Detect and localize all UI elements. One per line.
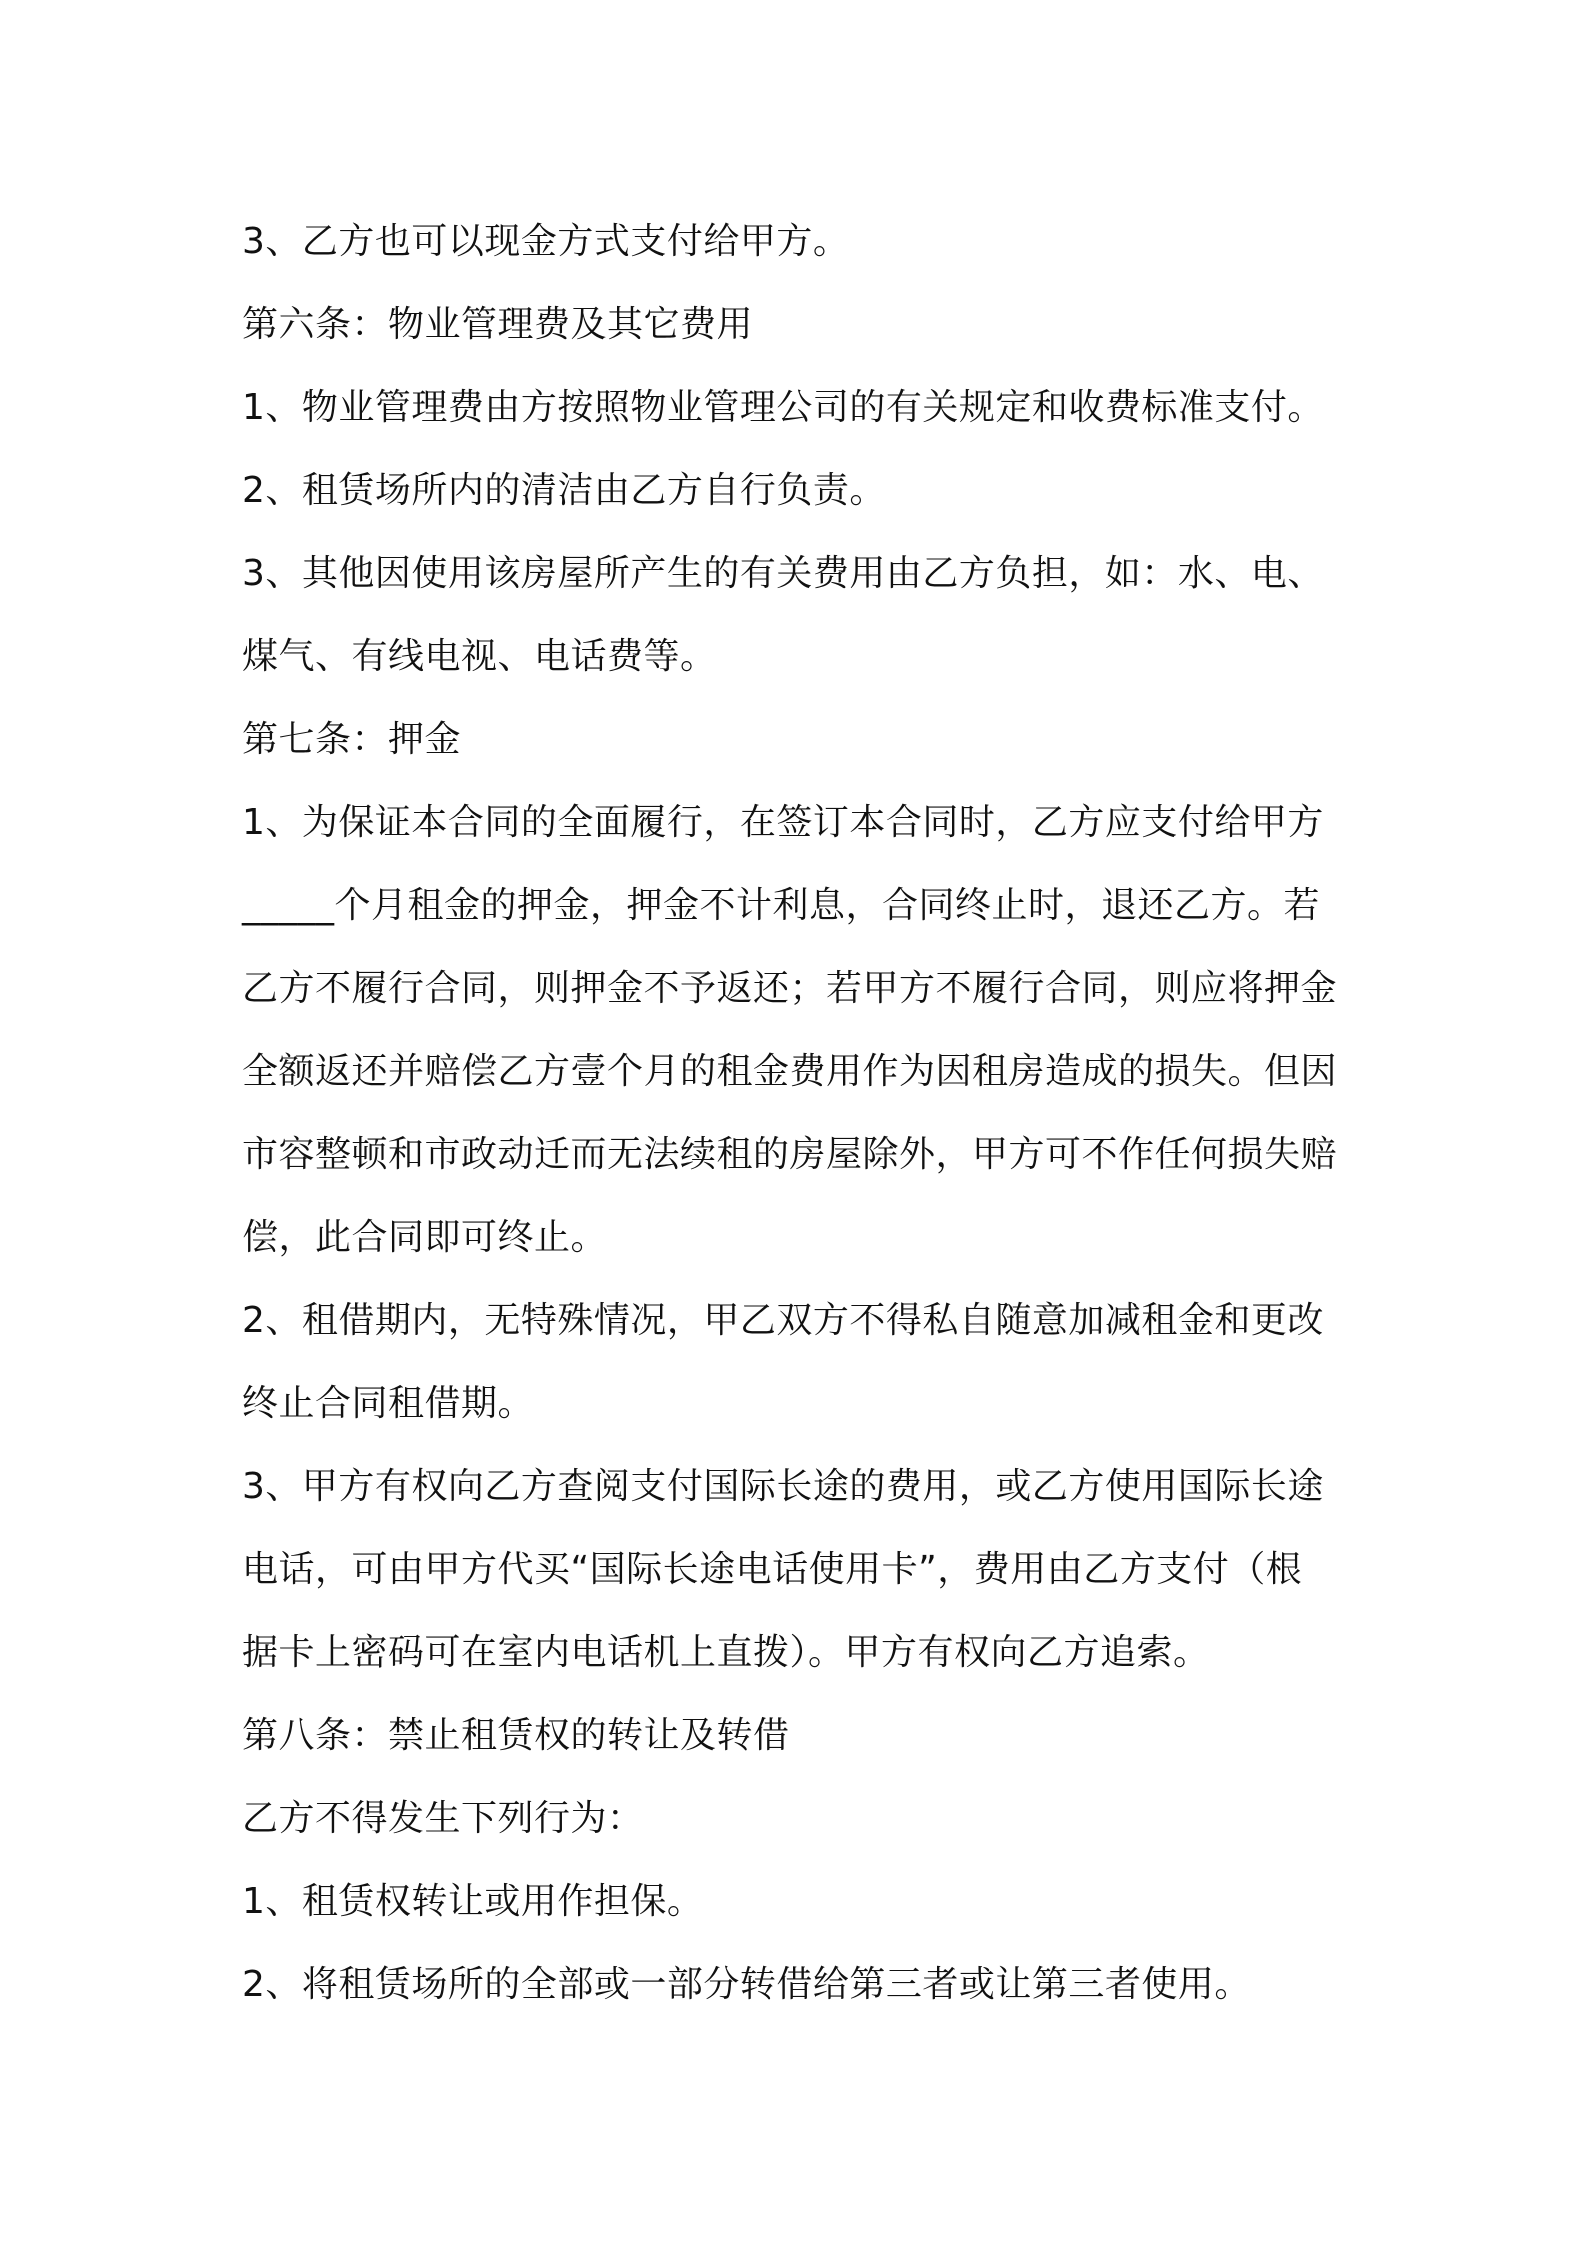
article-6-heading: 第六条：物业管理费及其它费用 (242, 304, 754, 345)
clause-7-item-1-line-2: _____个月租金的押金，押金不计利息，合同终止时，退还乙方。若 (242, 885, 1321, 926)
clause-8-item-1: 1、租赁权转让或用作担保。 (242, 1881, 704, 1922)
clause-8-item-2: 2、将租赁场所的全部或一部分转借给第三者或让第三者使用。 (242, 1964, 1251, 2005)
clause-6-item-1: 1、物业管理费由方按照物业管理公司的有关规定和收费标准支付。 (242, 387, 1324, 428)
clause-6-item-3-line-2: 煤气、有线电视、电话费等。 (242, 636, 717, 677)
clause-7-item-3-line-2: 电话，可由甲方代买“国际长途电话使用卡”，费用由乙方支付（根 (242, 1549, 1303, 1590)
clause-7-item-3-line-1: 3、甲方有权向乙方查阅支付国际长途的费用，或乙方使用国际长途 (242, 1466, 1324, 1507)
clause-5-item-3: 3、乙方也可以现金方式支付给甲方。 (242, 221, 850, 262)
clause-6-item-3-line-1: 3、其他因使用该房屋所产生的有关费用由乙方负担，如：水、电、 (242, 553, 1324, 594)
article-8-heading: 第八条：禁止租赁权的转让及转借 (242, 1715, 790, 1756)
article-7-heading: 第七条：押金 (242, 719, 462, 760)
clause-7-item-1-line-4: 全额返还并赔偿乙方壹个月的租金费用作为因租房造成的损失。但因 (242, 1051, 1338, 1092)
clause-7-item-1-line-5: 市容整顿和市政动迁而无法续租的房屋除外，甲方可不作任何损失赔 (242, 1134, 1338, 1175)
clause-6-item-2: 2、租赁场所内的清洁由乙方自行负责。 (242, 470, 886, 511)
clause-7-item-2-line-1: 2、租借期内，无特殊情况，甲乙双方不得私自随意加减租金和更改 (242, 1300, 1324, 1341)
clause-7-item-1-line-1: 1、为保证本合同的全面履行，在签订本合同时，乙方应支付给甲方 (242, 802, 1324, 843)
article-8-intro: 乙方不得发生下列行为： (242, 1798, 644, 1839)
clause-7-item-3-line-3: 据卡上密码可在室内电话机上直拨）。甲方有权向乙方追索。 (242, 1632, 1210, 1673)
clause-7-item-2-line-2: 终止合同租借期。 (242, 1383, 535, 1424)
clause-7-item-1-line-6: 偿，此合同即可终止。 (242, 1217, 608, 1258)
document-body (242, 200, 1362, 2026)
clause-7-item-1-line-3: 乙方不履行合同，则押金不予返还；若甲方不履行合同，则应将押金 (242, 968, 1338, 1009)
